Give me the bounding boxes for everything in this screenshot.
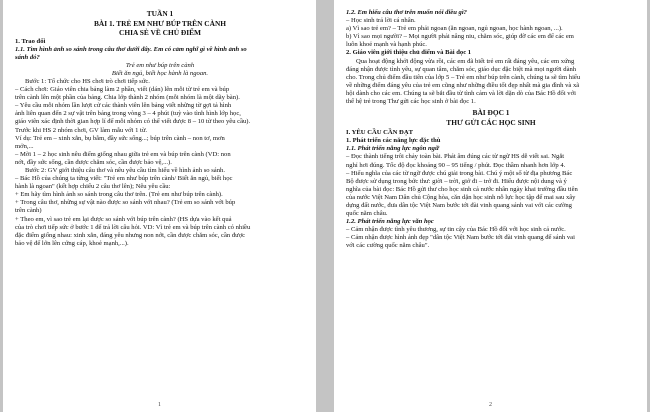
reading-title: BÀI ĐỌC 1: [472, 108, 510, 118]
text-line: nghĩa của bài đọc: Bác Hồ gửi thư cho học sinh cả nước nhân ngày khai trường đầu tiên: [346, 185, 578, 193]
text-line: với các cường quốc năm châu".: [346, 242, 430, 250]
text-line: 1.1. Tìm hình ảnh so sánh trong câu thơ dưới đây. Em có cảm nghĩ gì về hình ảnh so: [15, 45, 247, 53]
text-line: dựng đất nước, đưa dân tộc Việt Nam bước tới đài vinh quang sánh vai với các cường: [346, 201, 572, 209]
text-line: – Mời 1 – 2 học sinh nêu điểm giống nhau giữa trẻ em và búp trên cành (VD: non: [15, 150, 231, 158]
text-line: Ví dụ: Trẻ em – xinh xắn, bụ bẫm, đầy sức sống...; búp trên cành – non tơ, mơn: [15, 134, 225, 142]
text-line: 2. Giáo viên giới thiệu chủ điểm và Bài đọc 1: [346, 49, 472, 57]
page-2-body-bottom: [346, 129, 636, 250]
text-line: + Trong câu thơ, những sự vật nào được so sánh với nhau? (Trẻ em so sánh với búp: [15, 199, 236, 207]
text-line: – Yêu cầu mỗi nhóm lần lượt cử các thành viên lên bảng viết những từ gợi tả hình: [15, 102, 232, 110]
text-line: – Bác Hồ của chúng ta từng viết: "Trẻ em như búp trên cành/ Biết ăn ngủ, biết học: [15, 175, 233, 183]
text-line: 1.1. Phát triển năng lực ngôn ngữ: [346, 145, 439, 153]
text-line: 1. Trao đổi: [15, 37, 46, 45]
text-line: – Cảm nhận được tình yêu thương, sự tin cậy của Bác Hồ đối với học sinh cả nước.: [346, 226, 566, 234]
text-line: + Em hãy tìm hình ảnh so sánh trong câu thơ trên. (Trẻ em như búp trên cành).: [15, 191, 223, 199]
text-line: Trước khi HS 2 nhóm chơi, GV làm mẫu với 1 từ.: [15, 126, 148, 134]
text-line: + Theo em, vì sao trẻ em lại được so sánh với búp trên cành? (HS dựa vào kết quả: [15, 215, 232, 223]
page-2-body-top: [346, 9, 636, 106]
page-gap: [316, 0, 334, 412]
text-line: bảo vệ để lớn lên cứng cáp, khoẻ mạnh,...).: [15, 239, 129, 247]
page-number: 1: [158, 402, 161, 408]
text-line: – Đọc thành tiếng trôi chảy toàn bài. Phát âm đúng các từ ngữ HS dễ viết sai. Ngắt: [346, 153, 565, 161]
text-line: – Học sinh trả lời cá nhân.: [346, 17, 416, 25]
text-line: – Cách chơi: Giáo viên chia bảng làm 2 phần, viết (dán) lên mỗi từ trẻ em và búp: [15, 86, 230, 94]
text-line: của nước Việt Nam Dân chủ Cộng hòa, căn dặn học sinh nỗ lực học tập để mai sau xây: [346, 193, 576, 201]
text-line: Trẻ em như búp trên cành: [125, 61, 195, 69]
text-line: đáng nhận được tình yêu, sự quan tâm, chăm sóc, giáo dục đặc biệt mà mọi người dành: [346, 65, 577, 73]
text-line: ảnh liên quan đến 2 sự vật trên bảng trong vòng 3 – 4 phút (tuỳ vào tình hình lớp học,: [15, 110, 241, 118]
text-line: Bước 2: GV giới thiệu câu thơ và nêu yêu cầu tìm hiểu về hình ảnh so sánh.: [25, 167, 225, 174]
text-line: trên cành): [15, 207, 42, 215]
text-line: nớt, đầy sức sống, cần được chăm sóc, cần được bảo vệ,...).: [15, 158, 172, 166]
text-line: Biết ăn ngủ, biết học hành là ngoan.: [111, 69, 209, 77]
text-line: đặc điểm giống nhau: xinh xắn, đáng yêu nhưng non nớt, cần được chăm sóc, cần được: [15, 231, 246, 239]
lesson-title: BÀI 1. TRẺ EM NHƯ BÚP TRÊN CÀNH: [93, 18, 227, 28]
text-line: về những điểm đáng yêu của trẻ em cũng như những điều tốt đẹp nhất mà gia đình và xã: [346, 81, 580, 89]
text-line: của trò chơi tiếp sức ở bước 1 để trả lời câu hỏi. VD: Vì trẻ em và búp trên cành có nhiều: [15, 223, 251, 231]
text-line: Bước 1: Tổ chức cho HS chơi trò chơi tiếp sức.: [25, 77, 150, 85]
topic-title: CHIA SẺ VỀ CHỦ ĐIỂM: [119, 28, 201, 37]
text-line: quốc năm châu.: [346, 210, 388, 218]
text-line: 1.2. Em hiểu câu thơ trên muốn nói điều gì?: [346, 9, 467, 16]
text-line: I. YÊU CẦU CẦN ĐẠT: [346, 129, 413, 137]
text-line: – Hiểu nghĩa của các từ ngữ được chú giải trong bài. Chú ý một số từ địa phương Bác: [346, 169, 573, 177]
text-line: hội dành cho các em. Chúng ta sẽ bắt đầu từ tình cảm và lời dặn dò của Bác Hồ đối với: [346, 89, 576, 97]
text-line: mởn,...: [15, 142, 34, 150]
week-header: TUẦN 1: [146, 9, 174, 18]
page-2: [334, 0, 647, 412]
text-line: Bộ được sử dụng trong bức thư: giời – trời, giở đi – trở đi. Hiểu được nội dung và ý: [346, 177, 567, 185]
text-line: luôn khoẻ mạnh và hạnh phúc.: [346, 41, 427, 49]
text-line: cho. Trong chủ điểm đầu tiên của lớp 5 – Trẻ em như búp trên cành, chúng ta sẽ tìm hiểu: [346, 73, 581, 81]
text-line: trên cành lên một phần của bảng. Chia lớp thành 2 nhóm (mỗi nhóm là một dãy bàn).: [15, 94, 240, 102]
text-line: 1.2. Phát triển năng lực văn học: [346, 218, 434, 226]
text-line: hành là ngoan" (kết hợp chiếu 2 câu thơ lên); Nêu yêu cầu:: [15, 183, 171, 191]
text-line: nghỉ hơi đúng. Tốc độ đọc khoảng 90 – 95 tiếng / phút. Đọc thầm nhanh hơn lớp 4.: [346, 161, 566, 169]
page-1-body: [15, 38, 305, 248]
text-line: – Cảm nhận được hình ảnh đẹp "dân tộc Việt Nam bước tới đài vinh quang để sánh vai: [346, 234, 575, 242]
page-number: 2: [489, 402, 492, 408]
text-line: b) Vì sao mọi người? – Mọi người phải nâng niu, chăm sóc, giúp đỡ các em để các em: [346, 33, 574, 41]
text-line: Qua hoạt động khởi động vừa rồi, các em đã biết trẻ em rất đáng yêu, các em xứng: [356, 57, 575, 65]
text-line: a) Vì sao trẻ em? – Trẻ em phải ngoan (ăn ngoan, ngủ ngoan, học hành ngoan, ...).: [346, 25, 563, 33]
text-line: thế hệ trẻ trong Thư gửi các học sinh ở bài đọc 1.: [346, 98, 476, 106]
text-line: giáo viên xác định thời gian hợp lí để mỗi nhóm có thể viết được 8 – 10 từ theo yêu cầu).: [15, 118, 251, 126]
letter-title: THƯ GỬI CÁC HỌC SINH: [446, 117, 536, 127]
text-line: 1. Phát triển các năng lực đặc thù: [346, 137, 441, 145]
page-1: [3, 0, 316, 412]
text-line: sánh đó?: [15, 53, 40, 61]
